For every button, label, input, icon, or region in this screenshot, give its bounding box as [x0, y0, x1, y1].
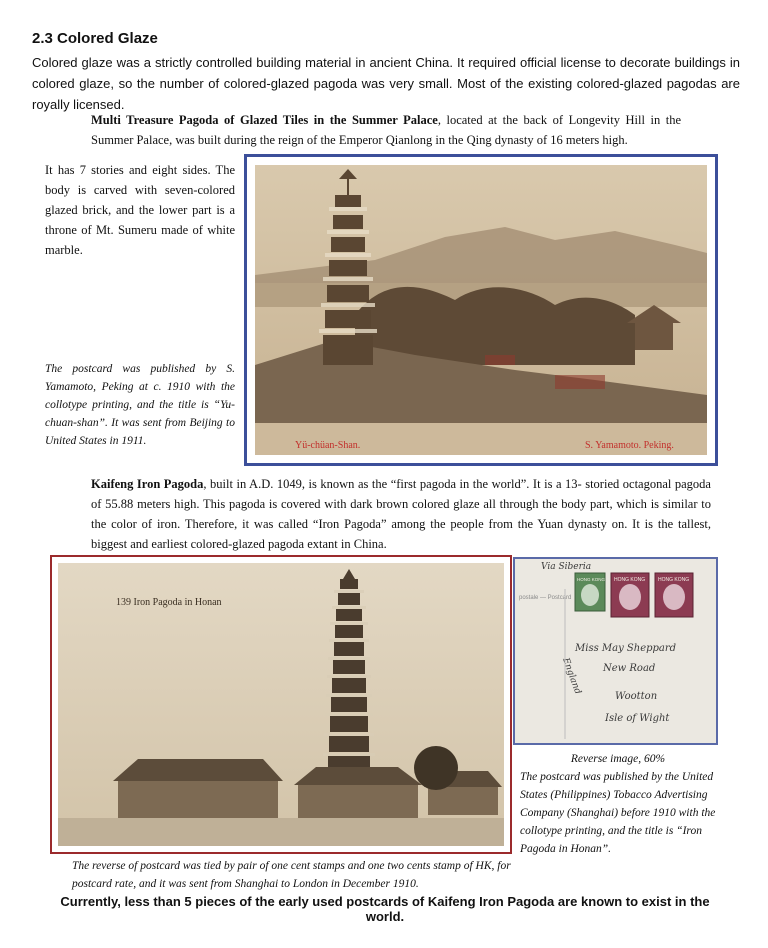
postcard-publisher-text: S. Yamamoto. Peking. — [585, 440, 674, 451]
iron-pagoda-photo — [58, 563, 504, 846]
summer-palace-paragraph — [91, 110, 681, 150]
reverse-caption — [520, 750, 716, 858]
iron-pagoda-postcard-front — [50, 555, 512, 854]
front-caption: The reverse of postcard was tied by pair of one cent stamps and one two cents stamp of HK, for postcard rate, and it was sent from Shanghai to London in December 1910. — [72, 860, 511, 890]
postcard-title-text: Yü-chüan-Shan. — [295, 440, 361, 451]
summer-palace-photo — [255, 165, 707, 455]
stamp-2-label: HONG KONG — [614, 577, 646, 583]
summer-palace-title: Multi Treasure Pagoda of Glazed Tiles in the Summer Palace — [91, 113, 438, 127]
stamp-3-label: HONG KONG — [658, 577, 690, 583]
address-line-6: England — [560, 656, 583, 696]
summer-palace-postcard-caption: The postcard was published by S. Yamamoto, Peking at c. 1910 with the collotype printing, and the title is “Yu-chuan-shan”. It was sent from Beijing to United States in 1911. — [45, 363, 235, 447]
hk-stamps — [575, 573, 693, 617]
iron-pagoda-text: , built in A.D. 1049, is known as the “first pagoda in the world”. It is a 13- storied octagonal pagoda of 55.88 meters high. This pagoda is covered with dark brown colored glaze all through the body part, which is similar to the color of iron. Therefore, it was called “Iron Pagoda” among the people from the Yuan dynasty on. It is the tallest, biggest and earliest colored-glazed pagoda extant in China. — [91, 477, 711, 551]
summer-palace-text: , located at the back of Longevity Hill in the Summer Palace, was built during the reign of the Emperor Qianlong in the Qing dynasty of 16 meters high. — [91, 113, 681, 147]
postcard-printed-text: postale — Postcard — [519, 595, 572, 601]
section-heading: 2.3 Colored Glaze — [32, 30, 158, 47]
address-line-1: Via Siberia — [541, 562, 592, 572]
iron-pagoda-postcard-reverse — [513, 557, 718, 745]
address-line-2: Miss May Sheppard — [575, 643, 677, 654]
iron-pagoda-paragraph — [91, 474, 711, 554]
summer-palace-description: It has 7 stories and eight sides. The body is carved with seven-colored glazed brick, and the lower part is a throne of Mt. Sumeru made of white marble. — [45, 163, 235, 257]
address-line-5: Isle of Wight — [605, 713, 670, 724]
stamp-1-label: HONG KONG — [577, 577, 606, 582]
intro-paragraph: Colored glaze was a strictly controlled building material in ancient China. It required official license to decorate buildings in colored glaze, so the number of colored-glazed pagoda was very small. Most of the existing colored-glazed pagodas are royally licensed. — [32, 55, 740, 112]
conclusion-statement: Currently, less than 5 pieces of the early used postcards of Kaifeng Iron Pagoda are known to exist in the world. — [60, 894, 710, 924]
reverse-caption-text: The postcard was published by the United States (Philippines) Tobacco Advertising Company (Shanghai) before 1910 with the collotype printing, and the title is “Iron Pagoda in Honan”. — [520, 771, 716, 855]
reverse-label: Reverse image, 60% — [570, 753, 666, 765]
postcard-label-text: 139 Iron Pagoda in Honan — [116, 597, 222, 608]
address-line-3: New Road — [603, 663, 656, 674]
iron-pagoda-title: Kaifeng Iron Pagoda — [91, 477, 204, 491]
address-line-4: Wootton — [615, 691, 658, 702]
postcard-reverse-image — [515, 559, 716, 743]
summer-palace-postcard-image — [244, 154, 718, 466]
